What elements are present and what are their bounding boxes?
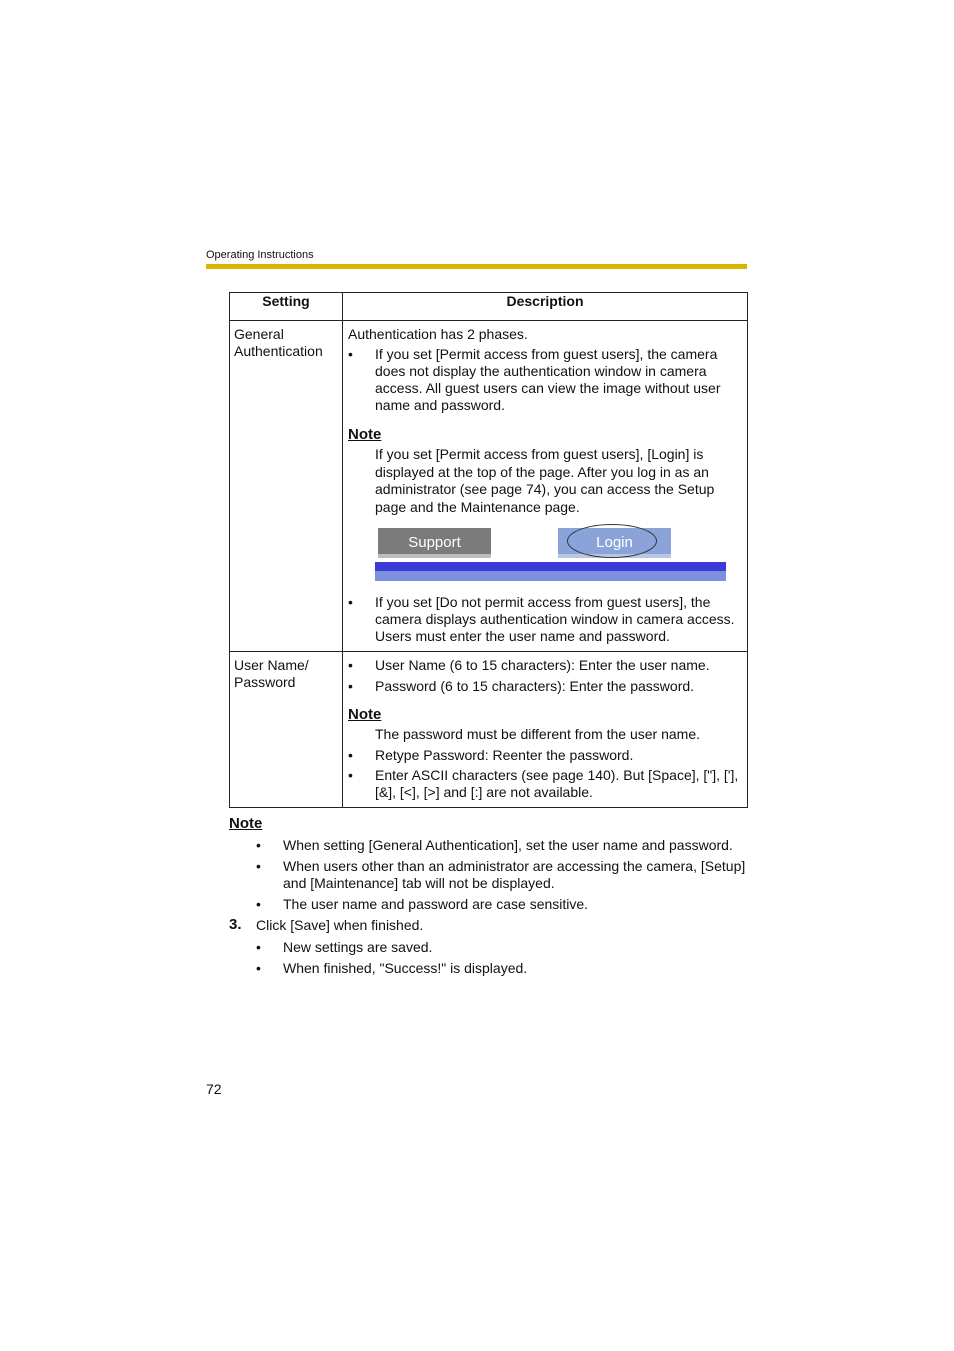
setting-name-user-name-password: User Name/ Password <box>230 652 343 808</box>
tab-bar-shadow <box>375 571 726 581</box>
support-button: Support <box>378 528 491 558</box>
page-number: 72 <box>206 1081 222 1097</box>
header-rule <box>206 264 747 269</box>
note-text: The password must be different from the user name. <box>375 726 701 742</box>
note-item: • When setting [General Authentication], set the user name and password. <box>229 837 759 854</box>
bullet-item: • If you set [Permit access from guest users], the camera does not display the authentication window in camera access. All guest users can view the image without user name and password. <box>348 346 741 414</box>
tab-bar <box>375 562 726 571</box>
note-item: • The user name and password are case sensitive. <box>229 896 759 913</box>
bullet-item: • Retype Password: Reenter the password. <box>348 747 741 764</box>
table-row <box>230 652 748 808</box>
running-header: Operating Instructions <box>206 249 314 261</box>
highlight-circle <box>567 524 657 558</box>
setting-description <box>343 652 748 808</box>
bullet-item: • User Name (6 to 15 characters): Enter the user name. <box>348 657 741 674</box>
column-header-setting: Setting <box>230 293 343 321</box>
step-number: 3. <box>229 916 242 933</box>
bullet-item: • If you set [Do not permit access from guest users], the camera displays authentication window in camera access. Users must enter the user name and password. <box>348 594 741 645</box>
note-heading: Note <box>229 815 263 832</box>
step-3 <box>229 917 759 934</box>
notes-section <box>229 815 759 981</box>
note-heading: Note <box>348 426 382 443</box>
bullet-item: • Enter ASCII characters (see page 140). But [Space], ["], ['], [&], [<], [>] and [:] are not available. <box>348 767 741 801</box>
login-button: Login <box>558 528 671 558</box>
bullet-item: • Password (6 to 15 characters): Enter the password. <box>348 678 741 695</box>
step-item: • New settings are saved. <box>229 939 759 956</box>
step-item: • When finished, "Success!" is displayed. <box>229 960 759 977</box>
setting-description <box>343 321 748 652</box>
login-screenshot <box>375 527 726 584</box>
note-heading: Note <box>348 706 382 723</box>
step-text: Click [Save] when finished. <box>256 917 424 933</box>
setting-name-general-authentication: General Authentication <box>230 321 343 652</box>
note-text: If you set [Permit access from guest users], [Login] is displayed at the top of the page. After you log in as an administrator (see page 74), you can access the Setup page and the Maintenance page. <box>375 446 715 515</box>
intro-text: Authentication has 2 phases. <box>348 326 528 342</box>
table-row <box>230 321 748 652</box>
table-header-row <box>230 293 748 321</box>
column-header-description: Description <box>343 293 748 321</box>
note-item: • When users other than an administrator are accessing the camera, [Setup] and [Maintenance] tab will not be displayed. <box>229 858 759 892</box>
settings-table <box>229 292 748 808</box>
